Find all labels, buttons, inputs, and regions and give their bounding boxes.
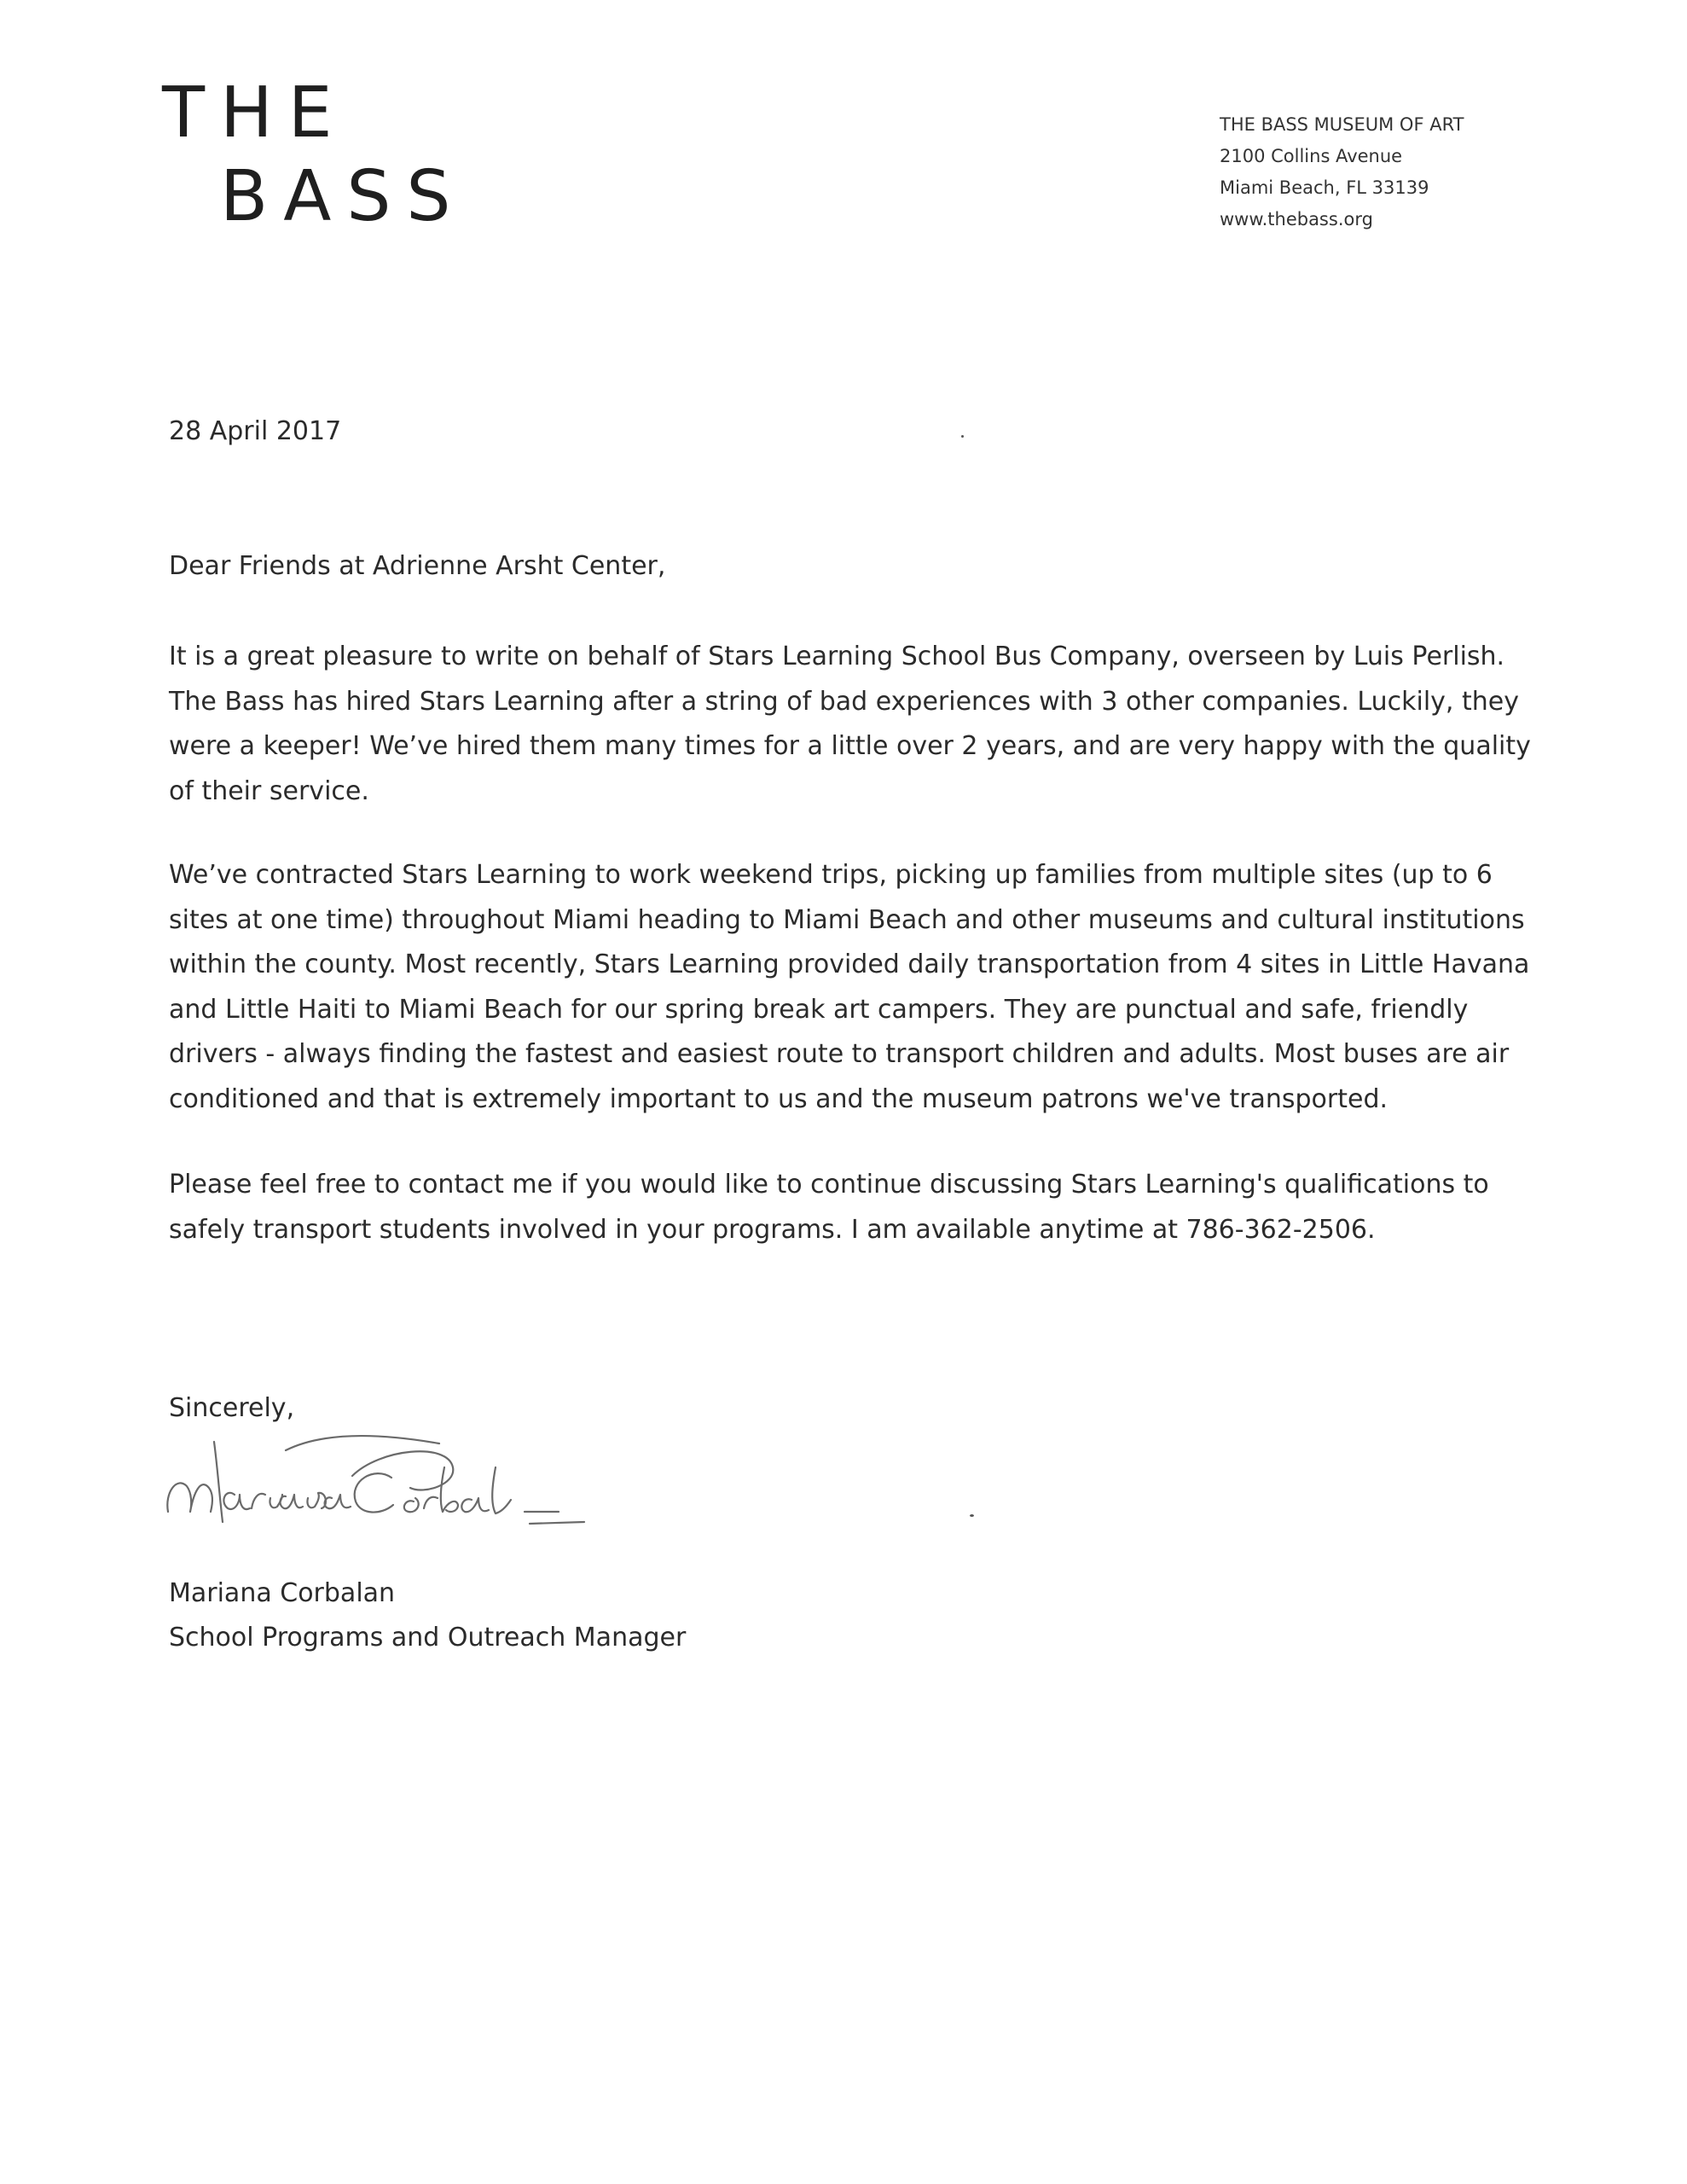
paragraph-line: Please feel free to contact me if you would like to continue discussing Stars Learning's qualifications to — [169, 1170, 1489, 1199]
logo-line-the: THE — [162, 73, 348, 154]
paragraph-line: conditioned and that is extremely important to us and the museum patrons we've transported. — [169, 1083, 1388, 1114]
letterhead-address — [1220, 109, 1464, 235]
street-address: 2100 Collins Avenue — [1220, 146, 1403, 166]
paragraph-line: were a keeper! We’ve hired them many times for a little over 2 years, and are very happy with the quality — [169, 731, 1531, 761]
scan-speck — [970, 1514, 974, 1517]
museum-name: THE BASS MUSEUM OF ART — [1220, 114, 1464, 135]
museum-logo — [162, 73, 469, 237]
salutation: Dear Friends at Adrienne Arsht Center, — [169, 551, 666, 581]
paragraph-line: within the county. Most recently, Stars Learning provided daily transportation from 4 sites in Little Havana — [169, 950, 1530, 979]
paragraph-1 — [169, 635, 1533, 814]
scan-speck — [961, 435, 964, 438]
paragraph-line: and Little Haiti to Miami Beach for our spring break art campers. They are punctual and safe, friendly — [169, 994, 1469, 1025]
paragraph-line: The Bass has hired Stars Learning after a string of bad experiences with 3 other companies. Luckily, they — [169, 686, 1519, 717]
city-state-zip: Miami Beach, FL 33139 — [1220, 177, 1429, 198]
signer-title: School Programs and Outreach Manager — [169, 1623, 687, 1653]
logo-line-bass: BASS — [220, 156, 467, 237]
paragraph-line: drivers - always finding the fastest and easiest route to transport children and adults. Most buses are air — [169, 1039, 1510, 1069]
letter-date: 28 April 2017 — [169, 416, 342, 446]
handwritten-signature — [158, 1416, 652, 1544]
paragraph-line: safely transport students involved in your programs. I am available anytime at 786-362-2506. — [169, 1214, 1376, 1245]
paragraph-2 — [169, 853, 1533, 1122]
paragraph-line: It is a great pleasure to write on behalf of Stars Learning School Bus Company, overseen by Luis Perlish. — [169, 642, 1505, 671]
paragraph-line: of their service. — [169, 775, 369, 806]
paragraph-line: sites at one time) throughout Miami heading to Miami Beach and other museums and cultural institutions — [169, 904, 1525, 935]
closing: Sincerely, — [169, 1393, 295, 1423]
paragraph-3 — [169, 1163, 1533, 1252]
paragraph-line: We’ve contracted Stars Learning to work weekend trips, picking up families from multiple sites (up to 6 — [169, 860, 1493, 890]
signer-name: Mariana Corbalan — [169, 1578, 396, 1608]
website: www.thebass.org — [1220, 209, 1373, 229]
